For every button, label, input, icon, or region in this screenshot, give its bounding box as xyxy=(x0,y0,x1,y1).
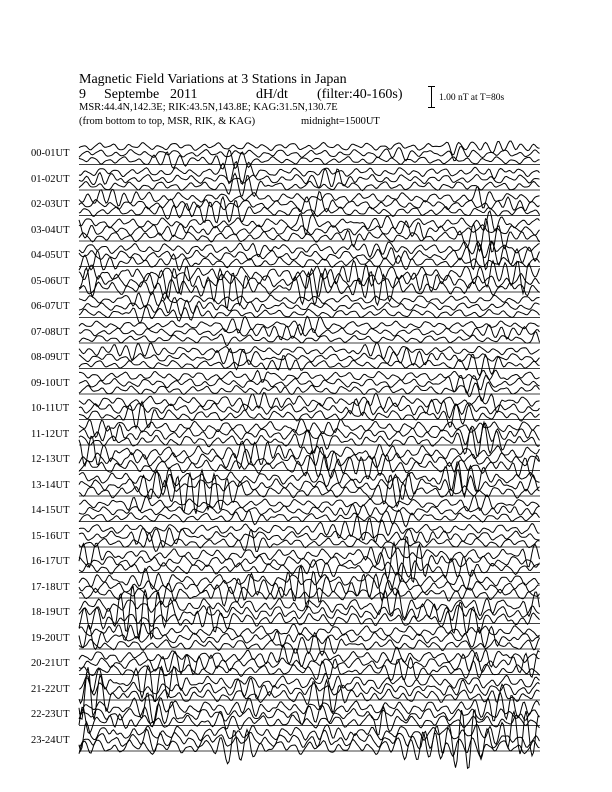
trace-kag xyxy=(79,316,540,335)
date-month: Septembe xyxy=(104,87,160,102)
hour-label: 06-07UT xyxy=(31,301,70,312)
trace-kag xyxy=(79,462,540,497)
hour-label: 16-17UT xyxy=(31,556,70,567)
hour-label: 01-02UT xyxy=(31,173,70,185)
hour-label: 07-08UT xyxy=(31,326,70,338)
hour-label: 17-18UT xyxy=(31,581,70,593)
hour-label: 22-23UT xyxy=(31,709,70,720)
station-coordinates: MSR:44.4N,142.3E; RIK:43.5N,143.8E; KAG:31.5N,130.7E xyxy=(79,102,338,113)
hour-label: 13-14UT xyxy=(31,479,70,491)
trace-kag xyxy=(79,623,540,640)
hour-label: 02-03UT xyxy=(31,199,70,210)
hour-label: 21-22UT xyxy=(31,683,70,695)
trace-kag xyxy=(79,343,540,360)
hour-label: 08-09UT xyxy=(31,352,70,363)
hour-label: 14-15UT xyxy=(31,505,70,516)
trace-kag xyxy=(79,241,540,258)
trace-msr xyxy=(79,332,540,346)
date-day: 9 xyxy=(79,87,86,102)
hour-label: 15-16UT xyxy=(31,530,70,542)
hour-label: 03-04UT xyxy=(31,224,70,236)
hour-label: 19-20UT xyxy=(31,632,70,644)
filter-label: (filter:40-160s) xyxy=(317,87,403,102)
trace-rik xyxy=(79,266,540,298)
trace-rik xyxy=(79,566,540,609)
hour-label: 12-13UT xyxy=(31,454,70,465)
chart-title: Magnetic Field Variations at 3 Stations in Japan xyxy=(79,72,347,87)
trace-rik xyxy=(79,192,540,215)
midnight-note: midnight=1500UT xyxy=(301,116,380,127)
trace-kag xyxy=(79,568,540,590)
trace-rik xyxy=(79,470,540,499)
hour-label: 11-12UT xyxy=(31,428,70,440)
hour-label: 10-11UT xyxy=(31,403,70,414)
date-year: 2011 xyxy=(170,87,198,102)
trace-rik xyxy=(79,147,540,161)
trace-rik xyxy=(79,651,540,678)
hour-label: 05-06UT xyxy=(31,275,70,287)
hour-label: 00-01UT xyxy=(31,148,70,159)
trace-rik xyxy=(79,242,540,270)
hour-label: 20-21UT xyxy=(31,658,70,669)
trace-rik xyxy=(79,702,540,727)
hour-label: 23-24UT xyxy=(31,734,70,746)
scale-label: 1.00 nT at T=80s xyxy=(439,93,505,103)
hour-label: 04-05UT xyxy=(31,250,70,261)
hour-label: 18-19UT xyxy=(31,607,70,618)
hour-label: 09-10UT xyxy=(31,377,70,389)
trace-kag xyxy=(79,495,540,511)
trace-order-note: (from bottom to top, MSR, RIK, & KAG) xyxy=(79,116,256,127)
quantity-label: dH/dt xyxy=(256,87,288,102)
